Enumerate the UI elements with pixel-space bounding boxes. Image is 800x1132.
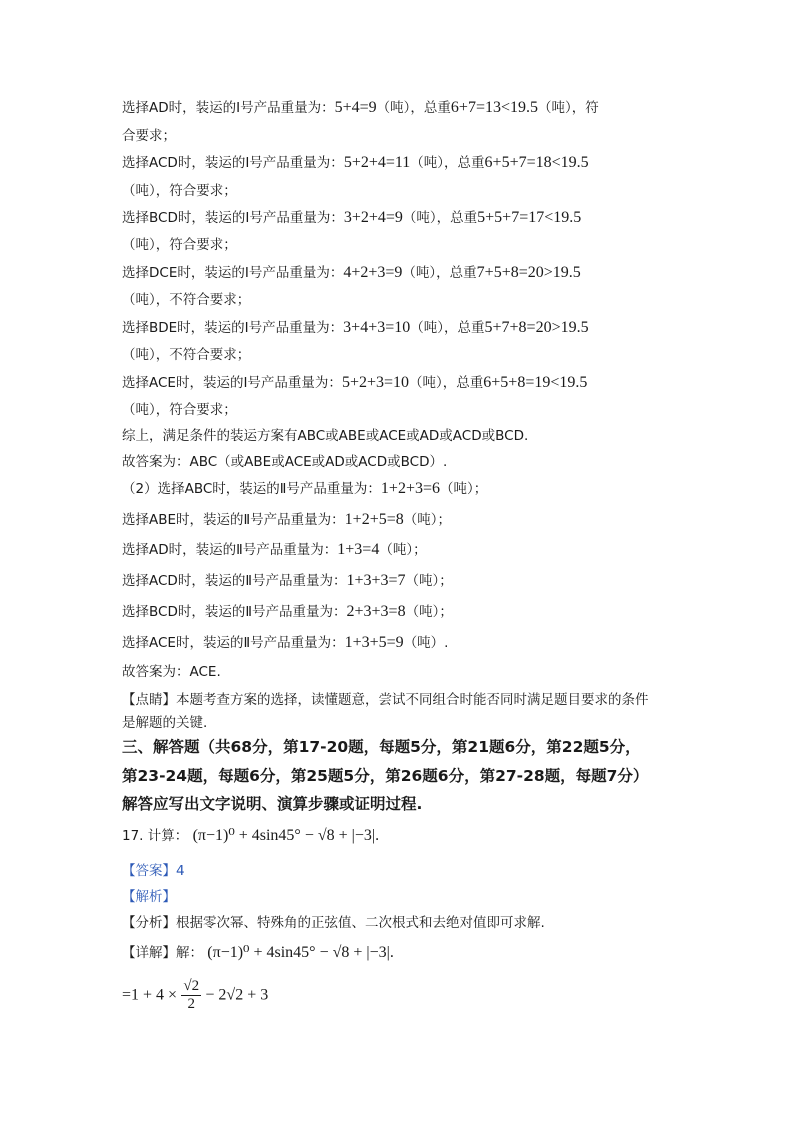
solution-line [122, 602, 453, 622]
line-math-weight: 5+2+4=11 [343, 154, 411, 171]
line-math-total: 5+5+7=17<19.5 [477, 209, 582, 226]
line-math-total: 7+5+8=20>19.5 [476, 264, 581, 281]
solution-line [122, 208, 581, 228]
line-middle: （吨），总重 [376, 100, 451, 116]
solution-line [122, 318, 589, 338]
section-heading-line-3: 解答应写出文字说明、演算步骤或证明过程. [122, 795, 423, 813]
analysis-text: 【分析】根据零次幂、特殊角的正弦值、二次根式和去绝对值即可求解. [122, 915, 545, 931]
line-prefix: 选择BDE时，装运的Ⅰ号产品重量为： [122, 320, 344, 336]
line-prefix: 选择BCD时，装运的Ⅰ号产品重量为： [122, 210, 344, 226]
line-text: 合要求； [122, 128, 176, 144]
answer-label: 【答案】4 [122, 863, 185, 879]
line-prefix: （2）选择ABC时，装运的Ⅱ号产品重量为： [122, 481, 381, 497]
step-prefix: =1 + 4 × [122, 986, 178, 1004]
detail-expression: (π−1)⁰ + 4sin45° − √8 + |−3|. [207, 944, 394, 961]
line-middle: （吨）； [379, 542, 427, 558]
line-text: （吨），符合要求； [122, 237, 237, 253]
line-prefix: 选择AD时，装运的Ⅱ号产品重量为： [122, 542, 338, 558]
line-middle: （吨），总重 [409, 375, 484, 391]
line-text: （吨），不符合要求； [122, 292, 251, 308]
solution-line [122, 373, 587, 393]
line-math-weight: 4+2+3=9 [343, 264, 403, 281]
solution-line [122, 181, 237, 201]
line-text: （吨），符合要求； [122, 183, 237, 199]
line-suffix: （吨），符 [538, 100, 599, 116]
detail-label: 【详解】解： [122, 945, 203, 961]
solution-line [122, 98, 599, 118]
question-17-expression: (π−1)⁰ + 4sin45° − √8 + |−3|. [192, 827, 380, 844]
line-middle: （吨）； [405, 604, 453, 620]
solution-line [122, 345, 250, 365]
line-prefix: 选择ACD时，装运的Ⅰ号产品重量为： [122, 155, 344, 171]
solution-line [122, 633, 448, 653]
fraction-denominator: 2 [187, 996, 195, 1012]
solution-line [122, 690, 649, 710]
line-prefix: 选择ACD时，装运的Ⅱ号产品重量为： [122, 573, 347, 589]
analysis-tag: 【解析】 [122, 889, 176, 905]
line-middle: （吨），总重 [402, 210, 478, 226]
line-text: 是解题的关键. [122, 715, 208, 731]
line-middle: （吨）； [440, 481, 488, 497]
solution-line [122, 662, 221, 682]
line-math-weight: 5+4=9 [334, 99, 377, 116]
question-17 [122, 826, 379, 846]
line-math-total: 6+5+8=19<19.5 [483, 374, 588, 391]
line-math-weight: 5+2+3=10 [341, 374, 410, 391]
line-prefix: 选择ACE时，装运的Ⅱ号产品重量为： [122, 635, 345, 651]
detail-line [122, 943, 394, 963]
line-text: 故答案为：ACE. [122, 664, 221, 680]
section-heading-line-2: 第23-24题，每题6分，第25题5分，第26题6分，第27-28题，每题7分） [122, 767, 649, 785]
line-prefix: 选择BCD时，装运的Ⅱ号产品重量为： [122, 604, 347, 620]
solution-line [122, 235, 237, 255]
sqrt2-over-2-fraction [181, 978, 201, 1013]
line-math-weight: 1+2+3=6 [380, 480, 440, 497]
line-text: 综上，满足条件的装运方案有ABC或ABE或ACE或AD或ACD或BCD. [122, 428, 529, 444]
solution-line [122, 452, 447, 472]
solution-line [122, 263, 581, 283]
line-prefix: 选择AD时，装运的Ⅰ号产品重量为： [122, 100, 335, 116]
solution-line [122, 290, 250, 310]
line-math-total: 6+5+7=18<19.5 [484, 154, 589, 171]
line-prefix: 选择DCE时，装运的Ⅰ号产品重量为： [122, 265, 344, 281]
solution-line [122, 479, 487, 499]
line-math-weight: 1+3+3=7 [346, 572, 406, 589]
solution-line [122, 510, 451, 530]
solution-line [122, 153, 589, 173]
solution-line [122, 400, 237, 420]
line-math-total: 5+7+8=20>19.5 [484, 319, 589, 336]
line-text: 故答案为：ABC（或ABE或ACE或AD或ACD或BCD）. [122, 454, 448, 470]
detail-step [122, 978, 268, 1013]
line-middle: （吨），总重 [410, 320, 485, 336]
question-17-label: 17. 计算： [122, 828, 189, 844]
line-math-weight: 2+3+3=8 [346, 603, 406, 620]
line-middle: （吨），总重 [410, 155, 485, 171]
section-heading-line-1: 三、解答题（共68分，第17-20题，每题5分，第21题6分，第22题5分， [122, 738, 641, 756]
line-text: （吨），符合要求； [122, 402, 237, 418]
solution-line [122, 540, 427, 560]
line-math-weight: 1+3+5=9 [344, 634, 404, 651]
line-text: （吨），不符合要求； [122, 347, 251, 363]
step-suffix: − 2√2 + 3 [205, 986, 269, 1004]
line-text: 【点睛】本题考查方案的选择，读懂题意，尝试不同组合时能否同时满足题目要求的条件 [122, 692, 649, 708]
line-math-total: 6+7=13<19.5 [450, 99, 538, 116]
fraction-numerator: √2 [183, 978, 200, 994]
solution-line [122, 426, 528, 446]
line-middle: （吨）； [405, 573, 453, 589]
line-middle: （吨）； [403, 512, 451, 528]
solution-line [122, 713, 207, 733]
solution-line [122, 126, 176, 146]
line-prefix: 选择ACE时，装运的Ⅰ号产品重量为： [122, 375, 342, 391]
line-middle: （吨），总重 [402, 265, 477, 281]
line-prefix: 选择ABE时，装运的Ⅱ号产品重量为： [122, 512, 345, 528]
line-math-weight: 3+2+4=9 [343, 209, 403, 226]
line-math-weight: 1+2+5=8 [344, 511, 404, 528]
solution-line [122, 571, 453, 591]
line-math-weight: 1+3=4 [337, 541, 380, 558]
line-math-weight: 3+4+3=10 [343, 319, 411, 336]
line-middle: （吨）. [403, 635, 449, 651]
